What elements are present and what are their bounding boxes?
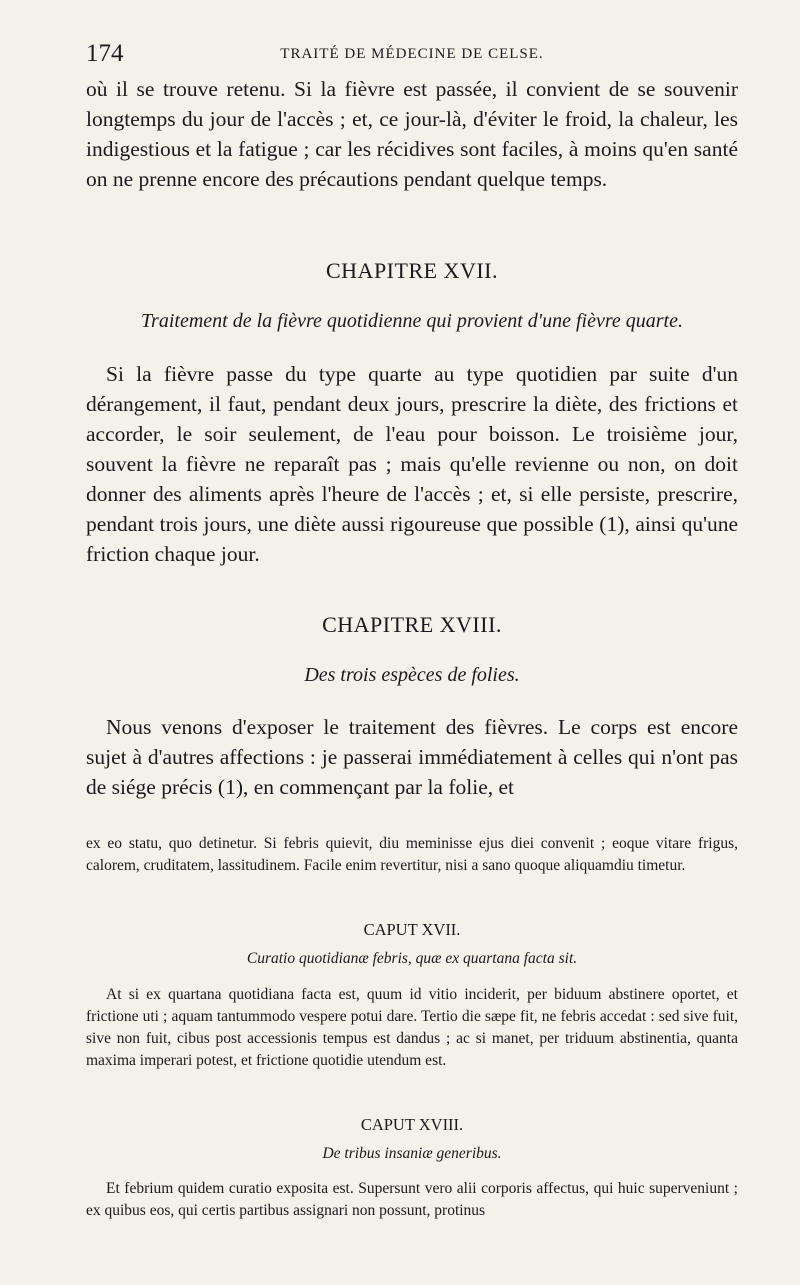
running-head bbox=[86, 40, 738, 70]
caput-heading-18: CAPUT XVIII. bbox=[360, 1115, 464, 1134]
caput-title-17: Curatio quotidianæ febris, quæ ex quartana facta sit. bbox=[246, 950, 578, 967]
french-paragraph: Si la fièvre passe du type quarte au type quotidien par suite d'un dérangement, il faut, pendant deux jours, prescrire la diète, des frictions et accorder, le soir seulement, de l'eau pour boisson. Le troisième jour, souvent la fièvre ne reparaît pas ; mais qu'elle revienne ou non, on doit donner des aliments après l'heure de l'accès ; et, si elle persiste, prescrire, pendant trois jours, une diète aussi rigoureuse que possible (1), ainsi qu'une friction chaque jour. bbox=[86, 362, 738, 566]
chapter-heading-18: CHAPITRE XVIII. bbox=[322, 612, 502, 637]
page-number: 174 bbox=[86, 40, 124, 67]
latin-paragraph: ex eo statu, quo detinetur. Si febris quievit, diu meminisse ejus diei convenit ; eoque vitare frigus, calorem, cruditatem, lassitudinem. Facile enim revertitur, nisi a sano quoque aliquamdiu timetur. bbox=[86, 835, 738, 874]
caput-title-18: De tribus insaniæ generibus. bbox=[322, 1145, 502, 1162]
latin-continuation bbox=[86, 833, 738, 877]
caput-18-body bbox=[86, 1178, 738, 1222]
french-continuation bbox=[86, 74, 738, 194]
chapter-17-body bbox=[86, 359, 738, 569]
latin-paragraph: Et febrium quidem curatio exposita est. Supersunt vero alii corporis affectus, qui huic superveniunt ; ex quibus eos, qui certis partibus assignari non possunt, protinus bbox=[86, 1180, 738, 1219]
french-paragraph: où il se trouve retenu. Si la fièvre est passée, il convient de se souvenir longtemps du jour de l'accès ; et, ce jour-là, d'éviter le froid, la chaleur, les indigestious et la fatigue ; car les récidives sont faciles, à moins qu'en santé on ne prenne encore des précautions pendant quelque temps. bbox=[86, 77, 738, 191]
chapter-title-18: Des trois espèces de folies. bbox=[304, 664, 520, 686]
running-title: TRAITÉ DE MÉDECINE DE CELSE. bbox=[280, 46, 544, 62]
caput-17-body bbox=[86, 984, 738, 1072]
chapter-heading-17: CHAPITRE XVII. bbox=[326, 258, 498, 283]
french-paragraph: Nous venons d'exposer le traitement des fièvres. Le corps est encore sujet à d'autres affections : je passerai immédiatement à celles qui n'ont pas de siége précis (1), en commençant par la folie, et bbox=[86, 715, 738, 799]
chapter-title-17: Traitement de la fièvre quotidienne qui provient d'une fièvre quarte. bbox=[141, 310, 683, 332]
chapter-18-body bbox=[86, 712, 738, 802]
caput-heading-17: CAPUT XVII. bbox=[363, 920, 461, 939]
latin-paragraph: At si ex quartana quotidiana facta est, quum id vitio inciderit, per biduum abstinere oportet, et frictione uti ; aquam tantummodo vespere potui dare. Tertio die sæpe fit, ne febris accedat : sed sive fuit, sive non fuit, cibus post accessionis tempus est dandus ; ac si manet, per triduum abstinentia, quanta maxima imperari potest, et frictione quotidie utendum est. bbox=[86, 986, 738, 1069]
